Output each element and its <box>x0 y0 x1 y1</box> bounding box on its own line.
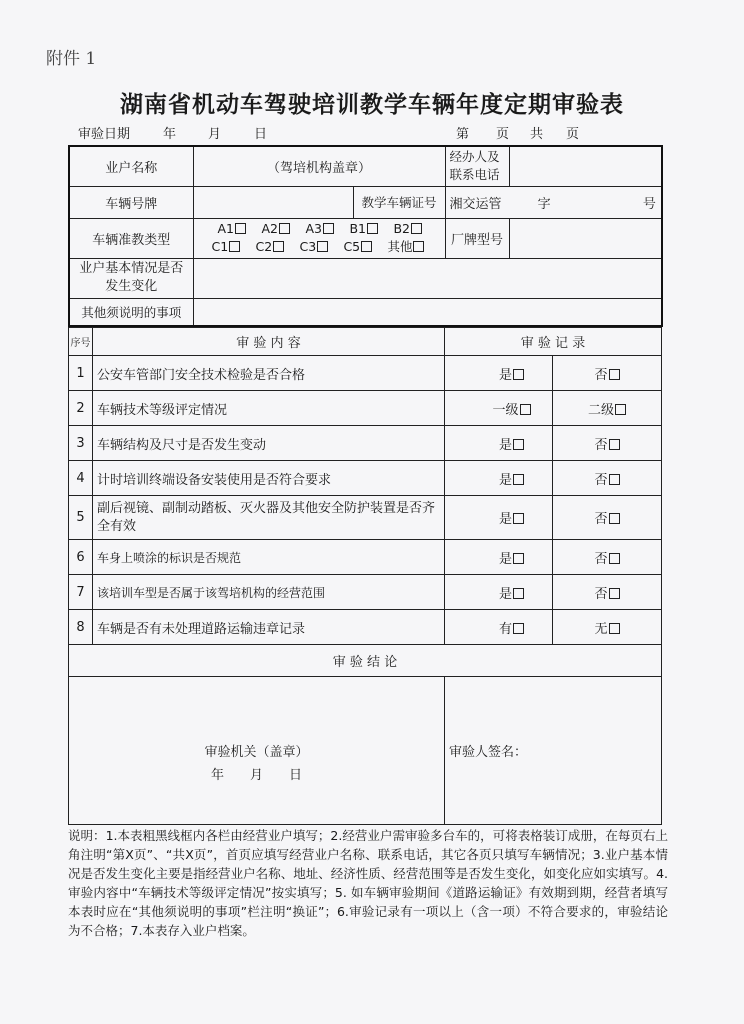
row-number: 7 <box>69 575 93 610</box>
change-status-field[interactable] <box>193 258 662 298</box>
other-matters-label: 其他须说明的事项 <box>69 298 193 326</box>
checkbox[interactable] <box>609 513 620 524</box>
owner-seal-note: （驾培机构盖章） <box>267 160 372 176</box>
option-yes: 是 <box>445 540 553 575</box>
row-content: 车辆是否有未处理道路运输违章记录 <box>93 610 445 645</box>
checkbox[interactable] <box>513 369 524 380</box>
option-no: 否 <box>553 426 662 461</box>
checkbox[interactable] <box>361 241 372 252</box>
review-date-label: 审验日期 <box>78 127 131 142</box>
vehicle-info-table <box>68 145 663 327</box>
table-row <box>69 426 662 461</box>
date-year-label: 年 <box>163 127 177 142</box>
cert-no: 号 <box>642 196 656 212</box>
checkbox[interactable] <box>609 588 620 599</box>
checkbox[interactable] <box>609 474 620 485</box>
checkbox[interactable] <box>609 623 620 634</box>
checkbox[interactable] <box>317 241 328 252</box>
option-yes: 一级 <box>445 391 553 426</box>
page-label: 第 <box>456 127 470 142</box>
table-row <box>69 610 662 645</box>
conclusion-header: 审 验 结 论 <box>69 645 662 677</box>
checkbox[interactable] <box>513 553 524 564</box>
type-a3: A3 <box>305 220 345 238</box>
attachment-label: 附件 1 <box>46 49 97 69</box>
option-no: 无 <box>553 610 662 645</box>
form-title: 湖南省机动车驾驶培训教学车辆年度定期审验表 <box>120 92 624 118</box>
option-yes: 有 <box>445 610 553 645</box>
signer-label: 审验人签名： <box>449 745 528 760</box>
row-content: 副后视镜、副制动踏板、灭火器及其他安全防护装置是否齐全有效 <box>93 496 445 540</box>
row-content: 车身上喷涂的标识是否规范 <box>93 540 445 575</box>
cert-char: 字 <box>537 196 551 212</box>
row-number: 3 <box>69 426 93 461</box>
option-no: 否 <box>553 356 662 391</box>
option-yes: 是 <box>445 496 553 540</box>
cert-label: 教学车辆证号 <box>353 186 445 218</box>
type-c1: C1 <box>212 238 252 256</box>
total-label: 共 <box>530 127 544 142</box>
row-content: 车辆技术等级评定情况 <box>93 391 445 426</box>
checkbox[interactable] <box>609 369 620 380</box>
owner-name-field[interactable] <box>193 146 445 186</box>
option-yes: 是 <box>445 461 553 496</box>
table-row <box>69 496 662 540</box>
authority-label: 审验机关（盖章） <box>204 745 309 760</box>
agent-contact-label: 经办人及联系电话 <box>445 146 509 186</box>
table-row <box>69 575 662 610</box>
authority-date: 年 月 日 <box>210 768 302 783</box>
type-b1: B1 <box>349 220 389 238</box>
cert-field[interactable] <box>445 186 662 218</box>
type-b2: B2 <box>393 220 422 238</box>
page-unit-label: 页 <box>496 127 510 142</box>
type-c3: C3 <box>299 238 339 256</box>
row-content: 车辆结构及尺寸是否发生变动 <box>93 426 445 461</box>
checkbox[interactable] <box>323 223 334 234</box>
owner-name-label: 业户名称 <box>69 146 193 186</box>
row-content: 计时培训终端设备安装使用是否符合要求 <box>93 461 445 496</box>
type-a1: A1 <box>218 220 258 238</box>
checkbox[interactable] <box>513 623 524 634</box>
plate-label: 车辆号牌 <box>69 186 193 218</box>
checkbox[interactable] <box>513 513 524 524</box>
type-a2: A2 <box>261 220 301 238</box>
row-content: 公安车管部门安全技术检验是否合格 <box>93 356 445 391</box>
row-number: 6 <box>69 540 93 575</box>
option-yes: 是 <box>445 356 553 391</box>
row-number: 4 <box>69 461 93 496</box>
date-month-label: 月 <box>208 127 222 142</box>
row-number: 5 <box>69 496 93 540</box>
checkbox[interactable] <box>235 223 246 234</box>
checkbox[interactable] <box>513 474 524 485</box>
col-content-header: 审 验 内 容 <box>93 328 445 356</box>
review-table <box>68 327 662 825</box>
notes-text: 说明：1.本表粗黑线框内各栏由经营业户填写；2.经营业户需审验多台车的，可将表格装订成册，在每页右上角注明“第X页”、“共X页”，首页应填写经营业户名称、联系电话，其它各页只填写车辆情况；3.业户基本情况是否发生变化主要是指经营业户名称、地址、经济性质、经营范围等是否发生变化，如变化应如实填写。4.审验内容中“车辆技术等级评定情况”按实填写；5. 如车辆审验期间《道路运输证》有效期到期，经营者填写本表时应在“其他须说明的事项”栏注明“换证”；6.审验记录有一项以上（含一项）不符合要求的，审验结论为不合格；7.本表存入业户档案。 <box>68 828 668 938</box>
row-number: 8 <box>69 610 93 645</box>
authority-seal-area[interactable] <box>69 677 445 825</box>
other-matters-field[interactable] <box>193 298 662 326</box>
checkbox[interactable] <box>273 241 284 252</box>
vehicle-type-label: 车辆准教类型 <box>69 218 193 258</box>
plate-field[interactable] <box>193 186 353 218</box>
type-c2: C2 <box>255 238 295 256</box>
checkbox[interactable] <box>513 588 524 599</box>
checkbox[interactable] <box>229 241 240 252</box>
checkbox[interactable] <box>609 439 620 450</box>
col-record-header: 审 验 记 录 <box>445 328 662 356</box>
row-number: 2 <box>69 391 93 426</box>
date-day-label: 日 <box>254 127 268 142</box>
change-status-label: 业户基本情况是否发生变化 <box>69 258 193 298</box>
checkbox[interactable] <box>615 404 626 415</box>
checkbox[interactable] <box>609 553 620 564</box>
row-content: 该培训车型是否属于该驾培机构的经营范围 <box>93 575 445 610</box>
table-row <box>69 391 662 426</box>
checkbox[interactable] <box>413 241 424 252</box>
option-no: 否 <box>553 540 662 575</box>
brand-model-label: 厂牌型号 <box>445 218 509 258</box>
option-no: 二级 <box>553 391 662 426</box>
checkbox[interactable] <box>279 223 290 234</box>
checkbox[interactable] <box>367 223 378 234</box>
vehicle-type-options <box>193 218 445 258</box>
option-yes: 是 <box>445 575 553 610</box>
checkbox[interactable] <box>513 439 524 450</box>
agent-contact-field[interactable] <box>509 146 662 186</box>
table-row <box>69 356 662 391</box>
option-yes: 是 <box>445 426 553 461</box>
brand-model-field[interactable] <box>509 218 662 258</box>
total-unit-label: 页 <box>566 127 580 142</box>
table-row <box>69 461 662 496</box>
col-no-header: 序号 <box>69 328 93 356</box>
cert-prefix: 湘交运管 <box>449 196 502 212</box>
option-no: 否 <box>553 461 662 496</box>
type-c5: C5 <box>343 238 383 256</box>
checkbox[interactable] <box>411 223 422 234</box>
option-no: 否 <box>553 575 662 610</box>
row-number: 1 <box>69 356 93 391</box>
type-other: 其他 <box>387 238 424 256</box>
option-no: 否 <box>553 496 662 540</box>
signer-area[interactable] <box>445 677 662 825</box>
table-row <box>69 540 662 575</box>
checkbox[interactable] <box>520 404 531 415</box>
